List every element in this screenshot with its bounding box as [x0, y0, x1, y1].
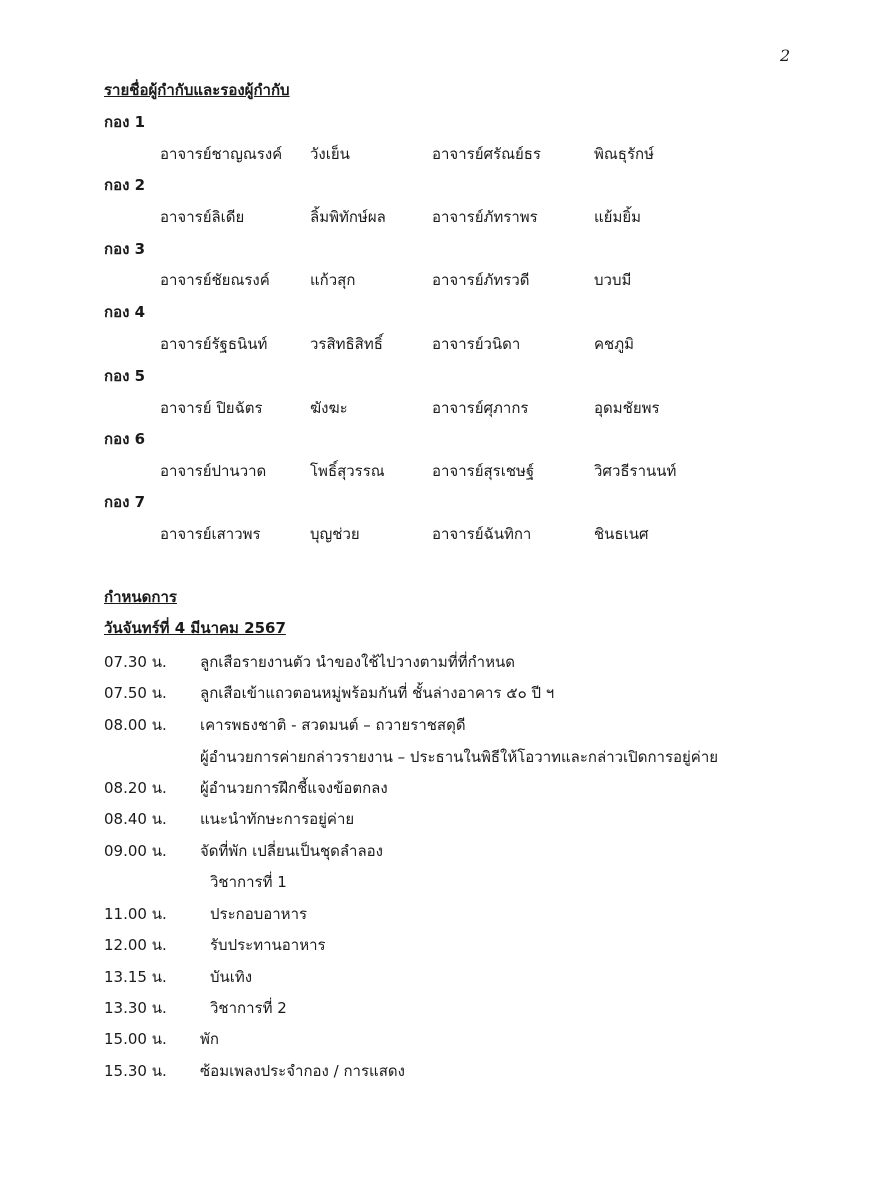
teacher-last-name: บวบมี — [594, 271, 632, 289]
teacher-last-name: แย้มยิ้ม — [594, 208, 642, 226]
schedule-time: 15.30 น. — [104, 1062, 167, 1080]
group-row — [0, 522, 885, 546]
schedule-time: 12.00 น. — [104, 936, 167, 954]
schedule-desc: ผู้อำนวยการฝึกชี้แจงข้อตกลง — [200, 779, 388, 797]
teacher-first-name: อาจารย์รัฐธนินท์ — [160, 335, 268, 353]
schedule-desc: เคารพธงชาติ - สวดมนต์ – ถวายราชสดุดี — [200, 716, 466, 734]
schedule-date: วันจันทร์ที่ 4 มีนาคม 2567 — [104, 619, 286, 637]
teacher-last-name: วิศวธีรานนท์ — [594, 462, 677, 480]
teacher-last-name: ชินธเนศ — [594, 525, 649, 543]
teacher-last-name: วรสิทธิสิทธิ์ — [310, 335, 383, 353]
teacher-last-name: โพธิ์สุวรรณ — [310, 462, 385, 480]
group-row — [0, 459, 885, 483]
teacher-first-name: อาจารย์ศุภากร — [432, 399, 529, 417]
teacher-last-name: พิณธุรักษ์ — [594, 145, 654, 163]
schedule-row — [0, 965, 885, 989]
schedule-row — [0, 776, 885, 800]
schedule-time: 09.00 น. — [104, 842, 167, 860]
schedule-row — [0, 681, 885, 705]
schedule-title: กำหนดการ — [104, 588, 177, 606]
schedule-desc: รับประทานอาหาร — [210, 936, 326, 954]
supervisors-title: รายชื่อผู้กำกับและรองผู้กำกับ — [104, 81, 290, 99]
group-label: กอง 2 — [104, 176, 146, 194]
schedule-time: 08.20 น. — [104, 779, 167, 797]
schedule-desc: วิชาการที่ 2 — [210, 999, 287, 1017]
schedule-time: 11.00 น. — [104, 905, 167, 923]
page-number: 2 — [780, 46, 791, 65]
teacher-first-name: อาจารย์สุรเชษฐ์ — [432, 462, 535, 480]
teacher-last-name: ฆังฆะ — [310, 399, 348, 417]
schedule-desc: แนะนำทักษะการอยู่ค่าย — [200, 810, 355, 828]
group-label: กอง 6 — [104, 430, 146, 448]
schedule-desc: ซ้อมเพลงประจำกอง / การแสดง — [200, 1062, 405, 1080]
teacher-first-name: อาจารย์เสาวพร — [160, 525, 261, 543]
group-row — [0, 396, 885, 420]
teacher-first-name: อาจารย์ปานวาด — [160, 462, 267, 480]
schedule-desc: ลูกเสือรายงานตัว นำของใช้ไปวางตามที่ที่กำหนด — [200, 653, 515, 671]
schedule-row — [0, 713, 885, 737]
teacher-last-name: บุญช่วย — [310, 525, 360, 543]
group-row — [0, 332, 885, 356]
group-row — [0, 268, 885, 292]
teacher-last-name: ลิ้มพิทักษ์ผล — [310, 208, 386, 226]
schedule-row — [0, 745, 885, 769]
group-row — [0, 205, 885, 229]
teacher-first-name: อาจารย์ภัทราพร — [432, 208, 538, 226]
schedule-desc: พัก — [200, 1030, 219, 1048]
schedule-time: 13.30 น. — [104, 999, 167, 1017]
teacher-first-name: อาจารย์ฉันทิกา — [432, 525, 532, 543]
teacher-first-name: อาจารย์ภัทรวดี — [432, 271, 530, 289]
teacher-last-name: คชภูมิ — [594, 335, 634, 353]
group-label: กอง 1 — [104, 113, 146, 131]
schedule-time: 07.50 น. — [104, 684, 167, 702]
schedule-row — [0, 902, 885, 926]
teacher-last-name: แก้วสุก — [310, 271, 356, 289]
teacher-last-name: วังเย็น — [310, 145, 350, 163]
schedule-row — [0, 870, 885, 894]
teacher-first-name: อาจารย์ ปิยฉัตร — [160, 399, 263, 417]
schedule-desc: ประกอบอาหาร — [210, 905, 308, 923]
schedule-row — [0, 839, 885, 863]
group-row — [0, 142, 885, 166]
teacher-first-name: อาจารย์ชัยณรงค์ — [160, 271, 270, 289]
schedule-row — [0, 807, 885, 831]
teacher-last-name: อุดมชัยพร — [594, 399, 660, 417]
schedule-row — [0, 1027, 885, 1051]
teacher-first-name: อาจารย์วนิดา — [432, 335, 521, 353]
teacher-first-name: อาจารย์ศรัณย์ธร — [432, 145, 541, 163]
schedule-time: 07.30 น. — [104, 653, 167, 671]
schedule-desc: วิชาการที่ 1 — [210, 873, 287, 891]
schedule-desc: ลูกเสือเข้าแถวตอนหมู่พร้อมกันที่ ชั้นล่างอาคาร ๕๐ ปี ฯ — [200, 684, 555, 702]
group-label: กอง 5 — [104, 367, 146, 385]
teacher-first-name: อาจารย์ชาญณรงค์ — [160, 145, 283, 163]
schedule-desc: ผู้อำนวยการค่ายกล่าวรายงาน – ประธานในพิธีให้โอวาทและกล่าวเปิดการอยู่ค่าย — [200, 748, 719, 766]
schedule-desc: บันเทิง — [210, 968, 253, 986]
schedule-row — [0, 1059, 885, 1083]
schedule-row — [0, 933, 885, 957]
schedule-row — [0, 996, 885, 1020]
group-label: กอง 3 — [104, 240, 146, 258]
schedule-desc: จัดที่พัก เปลี่ยนเป็นชุดลำลอง — [200, 842, 384, 860]
group-label: กอง 7 — [104, 493, 146, 511]
schedule-time: 08.00 น. — [104, 716, 167, 734]
group-label: กอง 4 — [104, 303, 146, 321]
teacher-first-name: อาจารย์ลิเดีย — [160, 208, 245, 226]
schedule-row — [0, 650, 885, 674]
schedule-time: 15.00 น. — [104, 1030, 167, 1048]
schedule-time: 08.40 น. — [104, 810, 167, 828]
schedule-time: 13.15 น. — [104, 968, 167, 986]
